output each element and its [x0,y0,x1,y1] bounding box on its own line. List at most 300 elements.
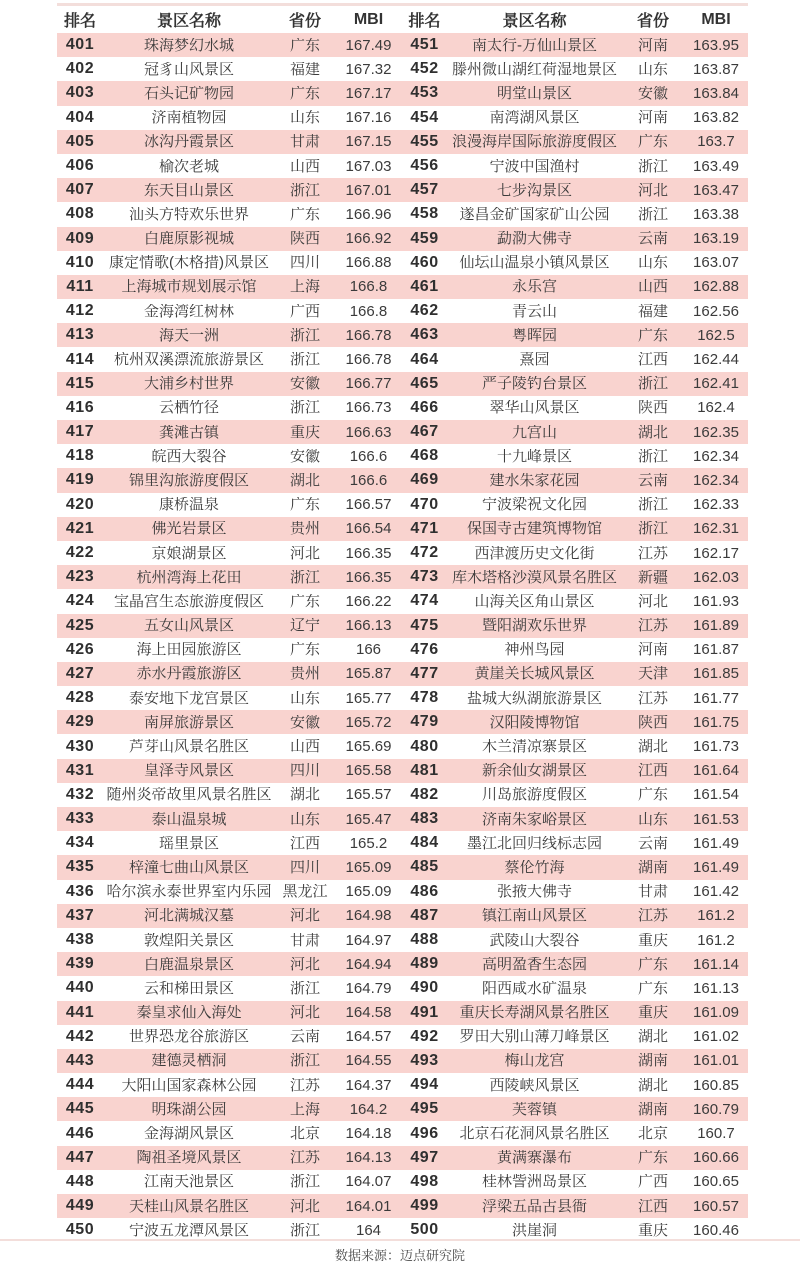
rank-cell: 473 [410,569,439,586]
rank-cell: 464 [410,351,439,368]
province-cell: 浙江 [637,448,668,464]
rank-cell: 425 [65,617,95,634]
province-cell: 甘肃 [289,134,320,150]
name-cell: 青云山 [511,303,557,319]
province-cell: 广东 [637,134,668,150]
province-cell: 贵州 [289,666,320,682]
province-cell: 江西 [289,835,320,851]
table-row [57,347,748,371]
ranking-rows [57,33,748,1242]
header-name-left: 景区名称 [156,13,221,30]
mbi-cell: 161.49 [693,835,739,851]
province-cell: 浙江 [289,400,320,416]
province-cell: 陕西 [637,400,668,416]
rank-cell: 452 [410,61,439,78]
mbi-cell: 164.07 [345,1174,392,1190]
province-cell: 江西 [637,1198,668,1214]
province-cell: 浙江 [289,1222,320,1238]
rank-cell: 419 [65,472,95,489]
rank-cell: 478 [410,690,439,707]
province-cell: 广东 [289,642,320,658]
rank-cell: 405 [65,133,95,150]
name-cell: 南太行-万仙山景区 [472,37,597,53]
province-cell: 广东 [289,593,320,609]
rank-cell: 481 [410,762,439,779]
rank-cell: 500 [410,1222,439,1239]
mbi-cell: 161.89 [693,618,739,634]
table-row [57,130,748,154]
name-cell: 冠豸山风景区 [143,61,234,77]
mbi-cell: 164.97 [345,932,392,948]
rank-cell: 438 [65,932,95,949]
mbi-cell: 166.6 [349,448,388,464]
table-row [57,323,748,347]
mbi-cell: 161.2 [697,908,735,924]
rank-cell: 402 [65,61,95,78]
rank-cell: 458 [410,206,439,223]
rank-cell: 456 [410,158,439,175]
name-cell: 宝晶宫生态旅游度假区 [113,593,264,609]
name-cell: 芙蓉镇 [511,1101,557,1117]
mbi-cell: 166.8 [349,279,388,295]
province-cell: 上海 [289,279,320,295]
province-cell: 四川 [289,255,320,271]
name-cell: 世界恐龙谷旅游区 [128,1029,249,1045]
name-cell: 上海城市规划展示馆 [121,279,257,295]
table-row [57,1097,748,1121]
name-cell: 山海关区角山景区 [474,593,595,609]
province-cell: 浙江 [289,1174,320,1190]
name-cell: 河北满城汉墓 [143,908,234,924]
table-row [57,33,748,57]
name-cell: 暨阳湖欢乐世界 [481,618,587,634]
name-cell: 川岛旅游度假区 [481,787,587,803]
mbi-cell: 167.17 [345,85,392,101]
name-cell: 瑶里景区 [158,835,219,851]
province-cell: 云南 [289,1029,320,1045]
mbi-cell: 163.87 [693,61,739,77]
province-cell: 浙江 [637,497,668,513]
mbi-cell: 162.33 [693,497,739,513]
name-cell: 金海湾红树林 [143,303,234,319]
province-cell: 浙江 [289,569,320,585]
table-row [57,880,748,904]
mbi-cell: 161.49 [693,859,739,875]
rank-cell: 428 [65,690,95,707]
province-cell: 江苏 [637,545,668,561]
rank-cell: 441 [65,1004,95,1021]
name-cell: 梅山龙宫 [504,1053,565,1069]
mbi-cell: 161.2 [697,932,735,948]
mbi-cell: 163.95 [693,37,739,53]
rank-cell: 479 [410,714,439,731]
province-cell: 福建 [289,61,320,77]
name-cell: 建德灵栖洞 [151,1053,227,1069]
province-cell: 浙江 [289,1053,320,1069]
name-cell: 京娘湖景区 [151,545,227,561]
name-cell: 仙坛山温泉小镇风景区 [459,255,610,271]
table-row [57,1073,748,1097]
header-rank-right: 排名 [408,13,441,30]
rank-cell: 407 [65,182,95,199]
mbi-cell: 161.73 [693,739,739,755]
table-header [57,6,748,33]
table-row [57,783,748,807]
mbi-cell: 162.41 [693,376,739,392]
mbi-cell: 167.16 [345,110,392,126]
name-cell: 云和梯田景区 [143,980,234,996]
name-cell: 严子陵钓台景区 [481,376,587,392]
name-cell: 宁波梁祝文化园 [481,497,587,513]
rank-cell: 498 [410,1173,439,1190]
rank-cell: 494 [410,1077,439,1094]
rank-cell: 444 [65,1077,95,1094]
province-cell: 浙江 [637,376,668,392]
province-cell: 山东 [289,811,320,827]
rank-cell: 469 [410,472,439,489]
name-cell: 神州鸟园 [504,642,565,658]
rank-cell: 467 [410,424,439,441]
name-cell: 敦煌阳关景区 [143,932,234,948]
name-cell: 高明盈香生态园 [481,956,587,972]
name-cell: 遂昌金矿国家矿山公园 [459,206,610,222]
name-cell: 武陵山大裂谷 [489,932,580,948]
province-cell: 天津 [637,666,668,682]
mbi-cell: 161.14 [693,956,739,972]
province-cell: 安徽 [289,714,320,730]
province-cell: 湖南 [637,1053,668,1069]
table-row [57,1049,748,1073]
province-cell: 重庆 [637,932,668,948]
mbi-cell: 166.92 [345,231,392,247]
province-cell: 浙江 [289,980,320,996]
name-cell: 汉阳陵博物馆 [489,714,580,730]
province-cell: 广西 [289,303,320,319]
rank-cell: 484 [410,835,439,852]
province-cell: 广东 [637,1150,668,1166]
province-cell: 广东 [637,980,668,996]
name-cell: 冰沟丹霞景区 [143,134,234,150]
province-cell: 山东 [637,811,668,827]
rank-cell: 401 [65,37,95,54]
name-cell: 浪漫海岸国际旅游度假区 [451,134,617,150]
rank-cell: 403 [65,85,95,102]
name-cell: 泰安地下龙宫景区 [128,690,249,706]
table-row [57,517,748,541]
name-cell: 黄崖关长城风景区 [474,666,595,682]
name-cell: 杭州湾海上花田 [136,569,242,585]
name-cell: 东天目山景区 [143,182,234,198]
rank-cell: 461 [410,278,439,295]
name-cell: 天桂山风景名胜区 [128,1198,249,1214]
name-cell: 张掖大佛寺 [496,884,572,900]
name-cell: 勐泐大佛寺 [496,231,572,247]
mbi-cell: 164.2 [349,1101,388,1117]
province-cell: 辽宁 [289,618,320,634]
rank-cell: 426 [65,641,95,658]
name-cell: 陶祖圣境风景区 [136,1150,242,1166]
table-row [57,734,748,758]
mbi-cell: 166.54 [345,521,392,537]
mbi-cell: 165.58 [345,763,392,779]
province-cell: 四川 [289,763,320,779]
rank-cell: 437 [65,907,95,924]
table-row [57,57,748,81]
header-province-left: 省份 [288,13,321,30]
mbi-cell: 166.6 [349,472,388,488]
mbi-cell: 163.47 [693,182,739,198]
name-cell: 蔡伦竹海 [504,859,565,875]
name-cell: 十九峰景区 [496,448,572,464]
rank-cell: 491 [410,1004,439,1021]
header-name-right: 景区名称 [502,13,567,30]
province-cell: 福建 [637,303,668,319]
province-cell: 河南 [637,110,668,126]
mbi-cell: 163.7 [697,134,735,150]
mbi-cell: 162.34 [693,448,739,464]
mbi-cell: 166.63 [345,424,392,440]
mbi-cell: 165.2 [349,835,388,851]
rank-cell: 442 [65,1028,95,1045]
name-cell: 墨江北回归线标志园 [466,835,602,851]
mbi-cell: 163.49 [693,158,739,174]
name-cell: 龚滩古镇 [158,424,219,440]
mbi-cell: 166.35 [345,569,392,585]
rank-cell: 418 [65,448,95,465]
rank-cell: 433 [65,811,95,828]
mbi-cell: 165.09 [345,884,392,900]
rank-cell: 454 [410,109,439,126]
mbi-cell: 160.65 [693,1174,739,1190]
mbi-cell: 162.44 [693,352,739,368]
table-row [57,807,748,831]
mbi-cell: 166.78 [345,352,392,368]
rank-cell: 463 [410,327,439,344]
province-cell: 浙江 [289,327,320,343]
rank-cell: 427 [65,665,95,682]
table-row [57,855,748,879]
rank-cell: 439 [65,956,95,973]
province-cell: 浙江 [637,158,668,174]
rank-cell: 453 [410,85,439,102]
name-cell: 大阳山国家森林公园 [121,1077,257,1093]
mbi-cell: 166.78 [345,327,392,343]
province-cell: 甘肃 [289,932,320,948]
province-cell: 贵州 [289,521,320,537]
province-cell: 广东 [637,787,668,803]
mbi-cell: 162.34 [693,472,739,488]
province-cell: 安徽 [289,448,320,464]
province-cell: 山东 [637,61,668,77]
mbi-cell: 166.8 [349,303,388,319]
mbi-cell: 161.53 [693,811,739,827]
name-cell: 北京石花洞风景名胜区 [459,1126,610,1142]
rank-cell: 417 [65,424,95,441]
province-cell: 河北 [289,545,320,561]
rank-cell: 445 [65,1101,95,1118]
province-cell: 河北 [637,182,668,198]
table-row [57,904,748,928]
province-cell: 云南 [637,835,668,851]
rank-cell: 487 [410,907,439,924]
table-row [57,81,748,105]
province-cell: 四川 [289,859,320,875]
rank-cell: 465 [410,375,439,392]
name-cell: 西津渡历史文化街 [474,545,595,561]
mbi-cell: 165.47 [345,811,392,827]
table-row [57,202,748,226]
name-cell: 熹园 [519,352,550,368]
mbi-cell: 164.18 [345,1126,392,1142]
name-cell: 康定情歌(木格措)风景区 [109,255,269,271]
province-cell: 山西 [637,279,668,295]
mbi-cell: 163.19 [693,231,739,247]
province-cell: 广东 [289,37,320,53]
name-cell: 泰山温泉城 [151,811,227,827]
mbi-cell: 166.73 [345,400,392,416]
mbi-cell: 161.75 [693,714,739,730]
table-row [57,372,748,396]
mbi-cell: 162.35 [693,424,739,440]
mbi-cell: 163.82 [693,110,739,126]
name-cell: 明堂山景区 [496,85,572,101]
table-row [57,686,748,710]
mbi-cell: 166.13 [345,618,392,634]
table-row [57,952,748,976]
mbi-cell: 162.88 [693,279,739,295]
table-row [57,106,748,130]
province-cell: 广西 [637,1174,668,1190]
mbi-cell: 166.88 [345,255,392,271]
province-cell: 湖北 [289,787,320,803]
province-cell: 浙江 [289,182,320,198]
name-cell: 洪崖洞 [511,1222,557,1238]
name-cell: 赤水丹霞旅游区 [136,666,242,682]
name-cell: 建水朱家花园 [489,472,580,488]
table-row [57,928,748,952]
mbi-cell: 164.57 [345,1029,392,1045]
name-cell: 汕头方特欢乐世界 [128,206,249,222]
mbi-cell: 160.66 [693,1150,739,1166]
province-cell: 陕西 [289,231,320,247]
mbi-cell: 162.31 [693,521,739,537]
name-cell: 粤晖园 [511,327,557,343]
rank-cell: 412 [65,303,95,320]
province-cell: 湖北 [637,1077,668,1093]
table-row [57,1170,748,1194]
data-source: 数据来源：迈点研究院 [0,1239,800,1266]
name-cell: 保国寺古建筑博物馆 [466,521,602,537]
rank-cell: 440 [65,980,95,997]
header-rank-left: 排名 [63,13,96,30]
name-cell: 金海湖风景区 [143,1126,234,1142]
rank-cell: 497 [410,1149,439,1166]
name-cell: 白鹿温泉景区 [143,956,234,972]
province-cell: 河北 [289,1005,320,1021]
rank-cell: 409 [65,230,95,247]
province-cell: 北京 [637,1126,668,1142]
name-cell: 海上田园旅游区 [136,642,242,658]
mbi-cell: 167.32 [345,61,392,77]
rank-cell: 423 [65,569,95,586]
table-row [57,614,748,638]
province-cell: 山西 [289,739,320,755]
table-row [57,299,748,323]
rank-cell: 424 [65,593,95,610]
rank-cell: 406 [65,158,95,175]
mbi-cell: 161.77 [693,690,739,706]
province-cell: 陕西 [637,714,668,730]
province-cell: 重庆 [637,1005,668,1021]
name-cell: 新余仙女湖景区 [481,763,587,779]
rank-cell: 486 [410,883,439,900]
province-cell: 湖北 [289,472,320,488]
rank-cell: 490 [410,980,439,997]
rank-cell: 434 [65,835,95,852]
mbi-cell: 165.69 [345,739,392,755]
mbi-cell: 165.77 [345,690,392,706]
rank-cell: 446 [65,1125,95,1142]
mbi-cell: 165.09 [345,859,392,875]
province-cell: 江苏 [289,1150,320,1166]
table-row [57,493,748,517]
province-cell: 山东 [637,255,668,271]
rank-cell: 410 [65,254,95,271]
name-cell: 锦里沟旅游度假区 [128,472,249,488]
name-cell: 罗田大别山薄刀峰景区 [459,1029,610,1045]
province-cell: 山西 [289,158,320,174]
ranking-table [57,0,748,1242]
rank-cell: 431 [65,762,95,779]
province-cell: 江苏 [637,690,668,706]
table-row [57,1146,748,1170]
rank-cell: 459 [410,230,439,247]
mbi-cell: 163.84 [693,85,739,101]
province-cell: 河北 [289,1198,320,1214]
name-cell: 滕州微山湖红荷湿地景区 [451,61,617,77]
rank-cell: 485 [410,859,439,876]
name-cell: 白鹿原影视城 [143,231,234,247]
mbi-cell: 164.94 [345,956,392,972]
province-cell: 黑龙江 [282,884,328,900]
province-cell: 河南 [637,642,668,658]
name-cell: 黄满寨瀑布 [496,1150,572,1166]
table-row [57,275,748,299]
rank-cell: 448 [65,1173,95,1190]
mbi-cell: 161.42 [693,884,739,900]
province-cell: 新疆 [637,569,668,585]
rank-cell: 483 [410,811,439,828]
name-cell: 大浦乡村世界 [143,376,234,392]
name-cell: 南湾湖风景区 [489,110,580,126]
mbi-cell: 166.77 [345,376,392,392]
province-cell: 河南 [637,37,668,53]
mbi-cell: 165.57 [345,787,392,803]
rank-cell: 436 [65,883,95,900]
rank-cell: 416 [65,399,95,416]
name-cell: 芦芽山风景名胜区 [128,739,249,755]
province-cell: 云南 [637,231,668,247]
name-cell: 镇江南山风景区 [481,908,587,924]
rank-cell: 450 [65,1222,95,1239]
province-cell: 河北 [289,908,320,924]
province-cell: 江西 [637,352,668,368]
rank-cell: 457 [410,182,439,199]
name-cell: 木兰清凉寨景区 [481,739,587,755]
rank-cell: 415 [65,375,95,392]
table-row [57,1194,748,1218]
province-cell: 山东 [289,110,320,126]
